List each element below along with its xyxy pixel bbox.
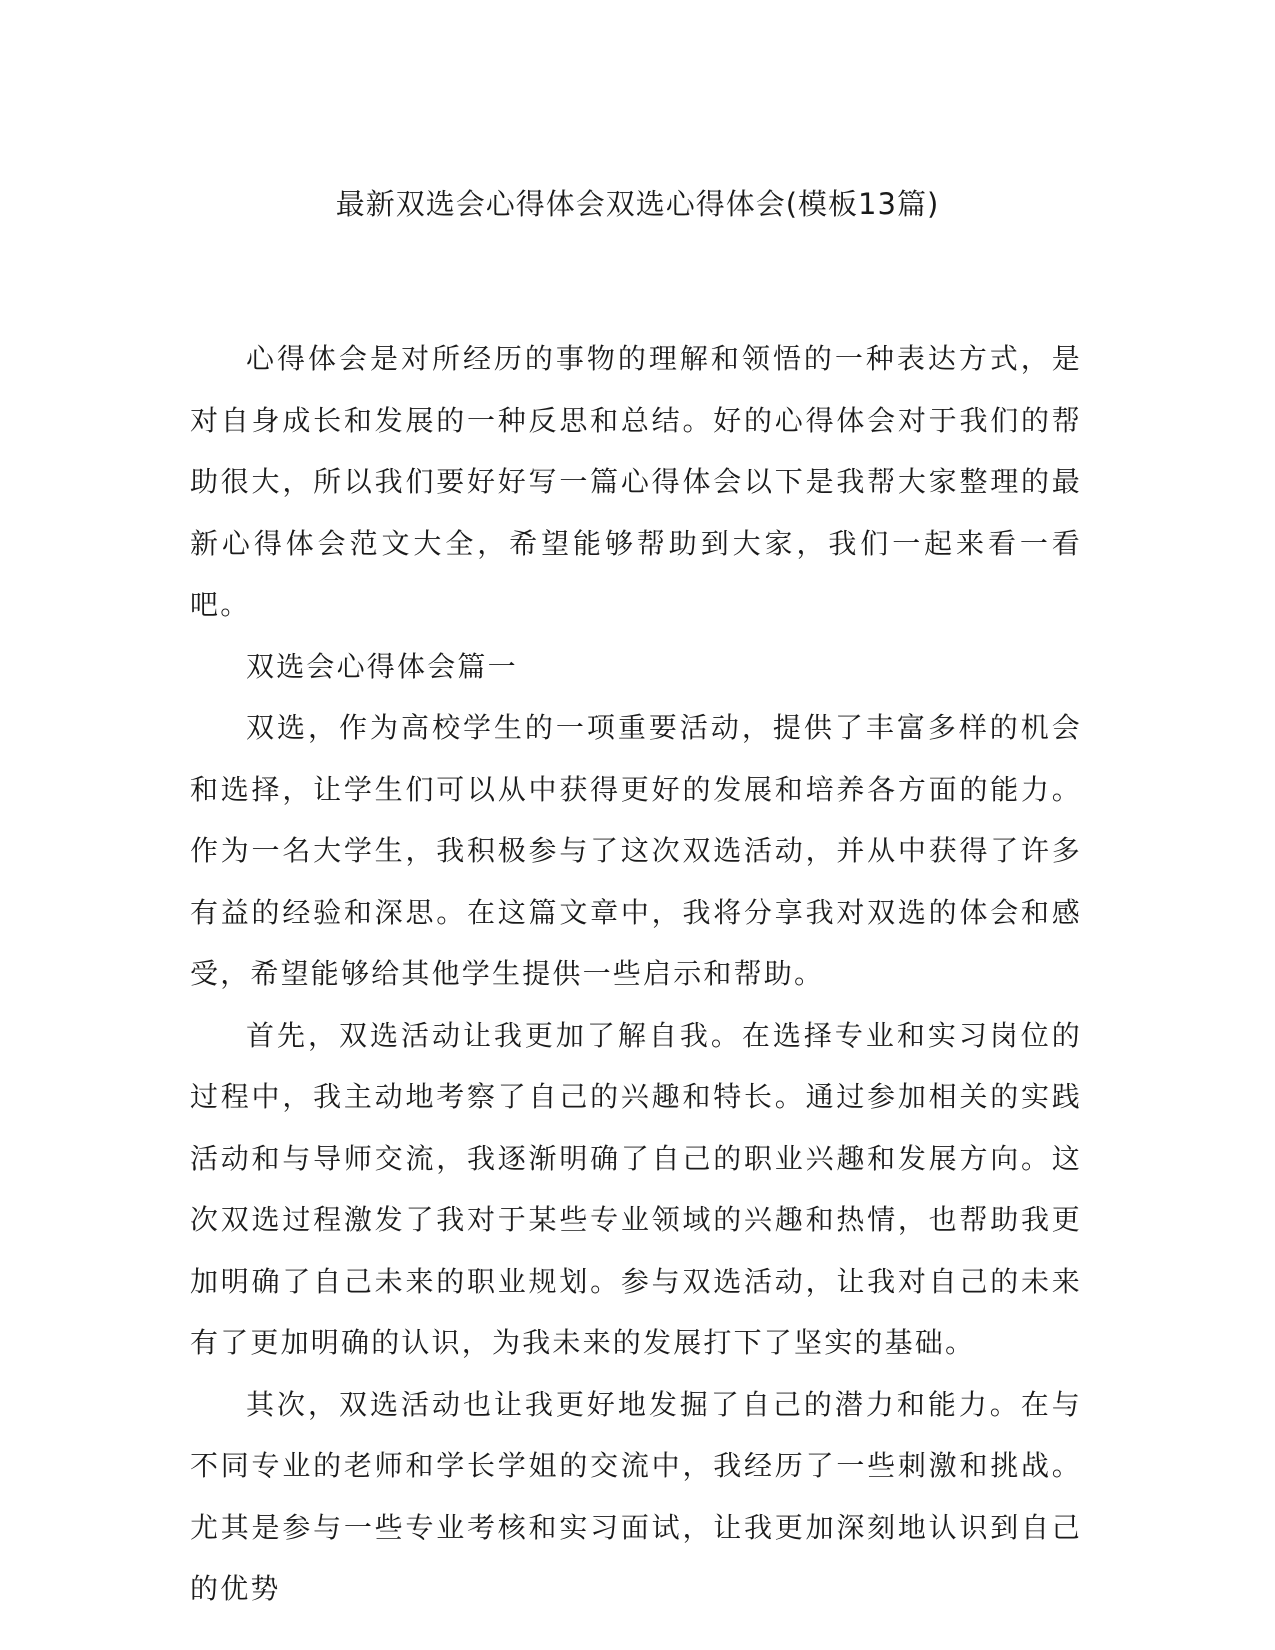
paragraph-1: 双选，作为高校学生的一项重要活动，提供了丰富多样的机会和选择，让学生们可以从中获得更好的发展和培养各方面的能力。作为一名大学生，我积极参与了这次双选活动，并从中获得了许多有益的经验和深思。在这篇文章中，我将分享我对双选的体会和感受，希望能够给其他学生提供一些启示和帮助。 (190, 711, 1082, 990)
paragraph-intro: 心得体会是对所经历的事物的理解和领悟的一种表达方式，是对自身成长和发展的一种反思和总结。好的心得体会对于我们的帮助很大，所以我们要好好写一篇心得体会以下是我帮大家整理的最新心得体会范文大全，希望能够帮助到大家，我们一起来看一看吧。 (190, 342, 1082, 621)
document-body (190, 328, 1082, 1620)
paragraph-2: 首先，双选活动让我更加了解自我。在选择专业和实习岗位的过程中，我主动地考察了自己的兴趣和特长。通过参加相关的实践活动和与导师交流，我逐渐明确了自己的职业兴趣和发展方向。这次双选过程激发了我对于某些专业领域的兴趣和热情，也帮助我更加明确了自己未来的职业规划。参与双选活动，让我对自己的未来有了更加明确的认识，为我未来的发展打下了坚实的基础。 (190, 1018, 1082, 1359)
section-heading: 双选会心得体会篇一 (246, 649, 518, 683)
paragraph-3: 其次，双选活动也让我更好地发掘了自己的潜力和能力。在与不同专业的老师和学长学姐的交流中，我经历了一些刺激和挑战。尤其是参与一些专业考核和实习面试，让我更加深刻地认识到自己的优势 (190, 1387, 1082, 1605)
document-title: 最新双选会心得体会双选心得体会(模板13篇) (335, 187, 940, 221)
